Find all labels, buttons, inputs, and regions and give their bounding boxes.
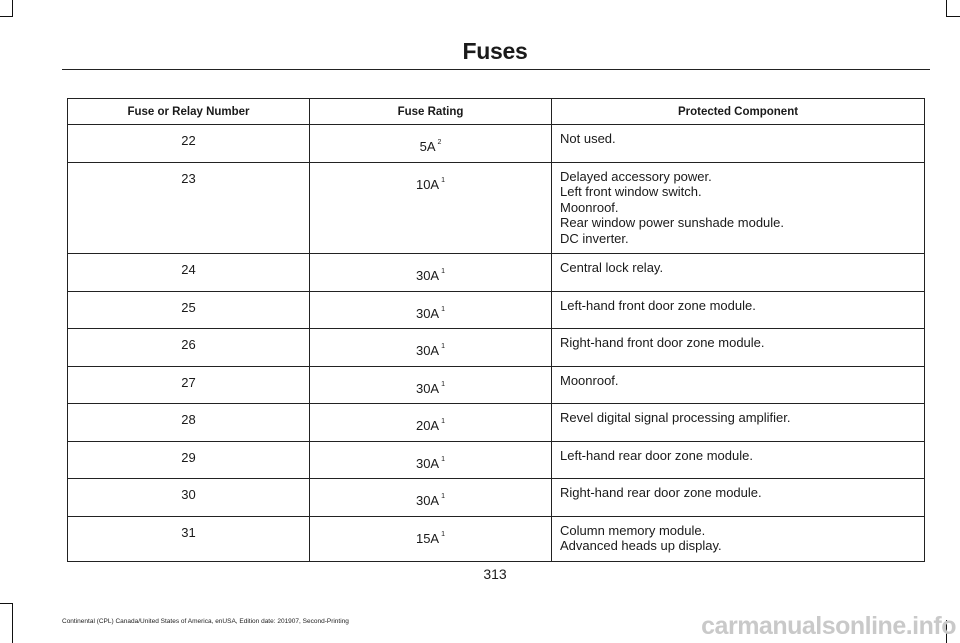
- column-header-protected-component: Protected Component: [552, 99, 925, 125]
- protected-component: Advanced heads up display.: [560, 538, 722, 553]
- fuse-rating-footnote: 1: [441, 493, 446, 500]
- fuse-rating-footnote: 2: [437, 139, 442, 146]
- fuse-rating-footnote: 1: [441, 305, 446, 313]
- title-rule: [62, 69, 930, 70]
- protected-component: Central lock relay.: [560, 260, 664, 275]
- fuse-rating-footnote: 1: [441, 455, 446, 463]
- column-header-fuse-number: Fuse or Relay Number: [68, 99, 310, 125]
- fuse-rating: 30A: [415, 493, 440, 508]
- fuse-rating-cell: [310, 254, 552, 292]
- fuse-number: 22: [68, 125, 310, 163]
- protected-component: Rear window power sunshade module.: [560, 215, 785, 230]
- fuse-rating: 30A: [415, 305, 440, 321]
- fuse-rating-footnote: 1: [441, 343, 446, 350]
- protected-component: Left-hand rear door zone module.: [560, 447, 753, 463]
- fuse-rating-footnote: 1: [441, 268, 446, 275]
- table-row: [68, 254, 925, 292]
- protected-component: Not used.: [560, 131, 616, 146]
- column-header-fuse-rating: Fuse Rating: [310, 99, 552, 125]
- protected-component-cell: [552, 479, 925, 517]
- crop-mark-bottom-left-h: [0, 603, 13, 604]
- fuse-number: 29: [68, 441, 310, 479]
- crop-mark-top-right-h: [946, 16, 960, 17]
- protected-component: Revel digital signal processing amplifier.: [560, 410, 791, 425]
- protected-component: DC inverter.: [560, 230, 629, 246]
- watermark: carmanualsonline.info: [701, 612, 956, 640]
- table-row: [68, 479, 925, 517]
- protected-component-cell: [552, 291, 925, 329]
- fuse-number: 30: [68, 479, 310, 517]
- crop-mark-bottom-left-v: [12, 603, 13, 643]
- fuse-rating-cell: [310, 441, 552, 479]
- fuse-rating: 30A: [415, 268, 440, 283]
- fuse-rating-cell: [310, 329, 552, 367]
- fuse-rating-cell: [310, 162, 552, 254]
- fuse-rating-footnote: 1: [441, 176, 446, 184]
- fuse-rating: 20A: [415, 418, 440, 433]
- fuse-rating-cell: [310, 479, 552, 517]
- protected-component: Column memory module.: [560, 522, 706, 538]
- protected-component-cell: [552, 404, 925, 442]
- fuse-rating: 30A: [415, 380, 440, 396]
- fuse-rating: 10A: [415, 176, 440, 192]
- page-title: Fuses: [462, 38, 528, 64]
- protected-component-cell: [552, 516, 925, 561]
- fuse-rating-cell: [310, 366, 552, 404]
- protected-component-cell: [552, 162, 925, 254]
- fuse-rating-cell: [310, 404, 552, 442]
- table-row: [68, 441, 925, 479]
- protected-component: Right-hand front door zone module.: [560, 335, 765, 350]
- table-header-row: [68, 99, 925, 125]
- protected-component: Right-hand rear door zone module.: [560, 485, 762, 500]
- fuse-number: 23: [68, 162, 310, 254]
- protected-component: Left front window switch.: [560, 184, 702, 199]
- fuse-rating-cell: [310, 125, 552, 163]
- fuse-rating: 30A: [415, 455, 440, 471]
- crop-mark-top-left-v: [12, 0, 13, 16]
- fuse-number: 24: [68, 254, 310, 292]
- fuse-number: 27: [68, 366, 310, 404]
- fuse-table: [67, 98, 925, 562]
- protected-component-cell: [552, 125, 925, 163]
- fuse-rating: 30A: [415, 343, 440, 358]
- protected-component-cell: [552, 441, 925, 479]
- protected-component-cell: [552, 329, 925, 367]
- protected-component-cell: [552, 254, 925, 292]
- protected-component-cell: [552, 366, 925, 404]
- page-number: 313: [483, 566, 507, 582]
- table-row: [68, 162, 925, 254]
- fuse-rating-footnote: 1: [441, 380, 446, 388]
- table-row: [68, 404, 925, 442]
- table-row: [68, 125, 925, 163]
- fuse-table-body: [68, 125, 925, 562]
- table-row: [68, 329, 925, 367]
- table-row: [68, 516, 925, 561]
- protected-component: Moonroof.: [560, 372, 619, 388]
- fuse-number: 26: [68, 329, 310, 367]
- protected-component: Delayed accessory power.: [560, 168, 712, 184]
- fuse-rating-cell: [310, 291, 552, 329]
- fuse-number: 25: [68, 291, 310, 329]
- footer-edition: Continental (CPL) Canada/United States of America, enUSA, Edition date: 201907, Second-Printing: [62, 618, 349, 625]
- crop-mark-top-left-h: [0, 16, 13, 17]
- fuse-rating: 15A: [415, 530, 440, 546]
- fuse-number: 28: [68, 404, 310, 442]
- fuse-number: 31: [68, 516, 310, 561]
- fuse-rating-footnote: 1: [441, 418, 446, 425]
- table-row: [68, 291, 925, 329]
- protected-component: Moonroof.: [560, 199, 619, 215]
- fuse-rating-footnote: 1: [441, 530, 446, 538]
- fuse-rating: 5A: [419, 139, 436, 154]
- fuse-rating-cell: [310, 516, 552, 561]
- table-row: [68, 366, 925, 404]
- crop-mark-top-right-v: [946, 0, 947, 16]
- protected-component: Left-hand front door zone module.: [560, 297, 756, 313]
